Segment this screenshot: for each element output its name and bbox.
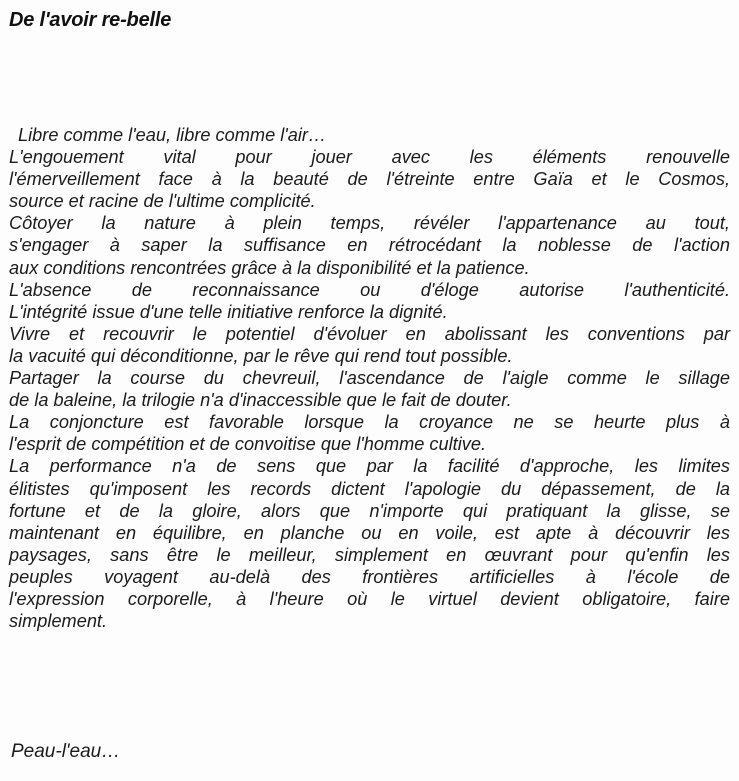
document-title: De l'avoir re-belle <box>9 9 172 31</box>
text-line: fortune et de la gloire, alors que n'importe qui pratiquant la glisse, se <box>9 500 730 521</box>
text-line: La performance n'a de sens que par la facilité d'approche, les limites <box>9 456 730 477</box>
text-line: source et racine de l'ultime complicité. <box>9 191 316 212</box>
text-line: Partager la course du chevreuil, l'ascendance de l'aigle comme le sillage <box>9 368 730 389</box>
text-line: l'émerveillement face à la beauté de l'étreinte entre Gaïa et le Cosmos, <box>9 169 730 190</box>
text-line: paysages, sans être le meilleur, simplement en œuvrant pour qu'enfin les <box>9 544 730 565</box>
poem-body <box>9 124 730 632</box>
text-line: la vacuité qui déconditionne, par le rêve qui rend tout possible. <box>9 345 513 366</box>
text-line: Vivre et recouvrir le potentiel d'évoluer en abolissant les conventions par <box>9 323 730 344</box>
text-line: La conjoncture est favorable lorsque la croyance ne se heurte plus à <box>9 412 730 433</box>
text-line: L'engouement vital pour jouer avec les éléments renouvelle <box>9 147 730 168</box>
text-line: peuples voyagent au-delà des frontières artificielles à l'école de <box>9 566 730 587</box>
text-line: Libre comme l'eau, libre comme l'air… <box>18 125 327 145</box>
text-line: l'expression corporelle, à l'heure où le virtuel devient obligatoire, faire <box>9 588 730 609</box>
signature: Peau-l'eau… <box>11 741 121 762</box>
text-line: s'engager à saper la suffisance en rétrocédant la noblesse de l'action <box>9 235 730 256</box>
text-line: L'intégrité issue d'une telle initiative renforce la dignité. <box>9 301 448 322</box>
text-line: simplement. <box>9 611 108 632</box>
text-line: de la baleine, la trilogie n'a d'inaccessible que le fait de douter. <box>9 390 512 411</box>
text-line: L'absence de reconnaissance ou d'éloge autorise l'authenticité. <box>9 279 730 300</box>
text-line: l'esprit de compétition et de convoitise que l'homme cultive. <box>9 434 487 455</box>
text-line: Côtoyer la nature à plein temps, révéler l'appartenance au tout, <box>9 213 730 234</box>
text-line: aux conditions rencontrées grâce à la disponibilité et la patience. <box>9 257 530 278</box>
text-line: maintenant en équilibre, en planche ou en voile, est apte à découvrir les <box>9 522 730 543</box>
text-line: élitistes qu'imposent les records dictent l'apologie du dépassement, de la <box>9 478 730 499</box>
